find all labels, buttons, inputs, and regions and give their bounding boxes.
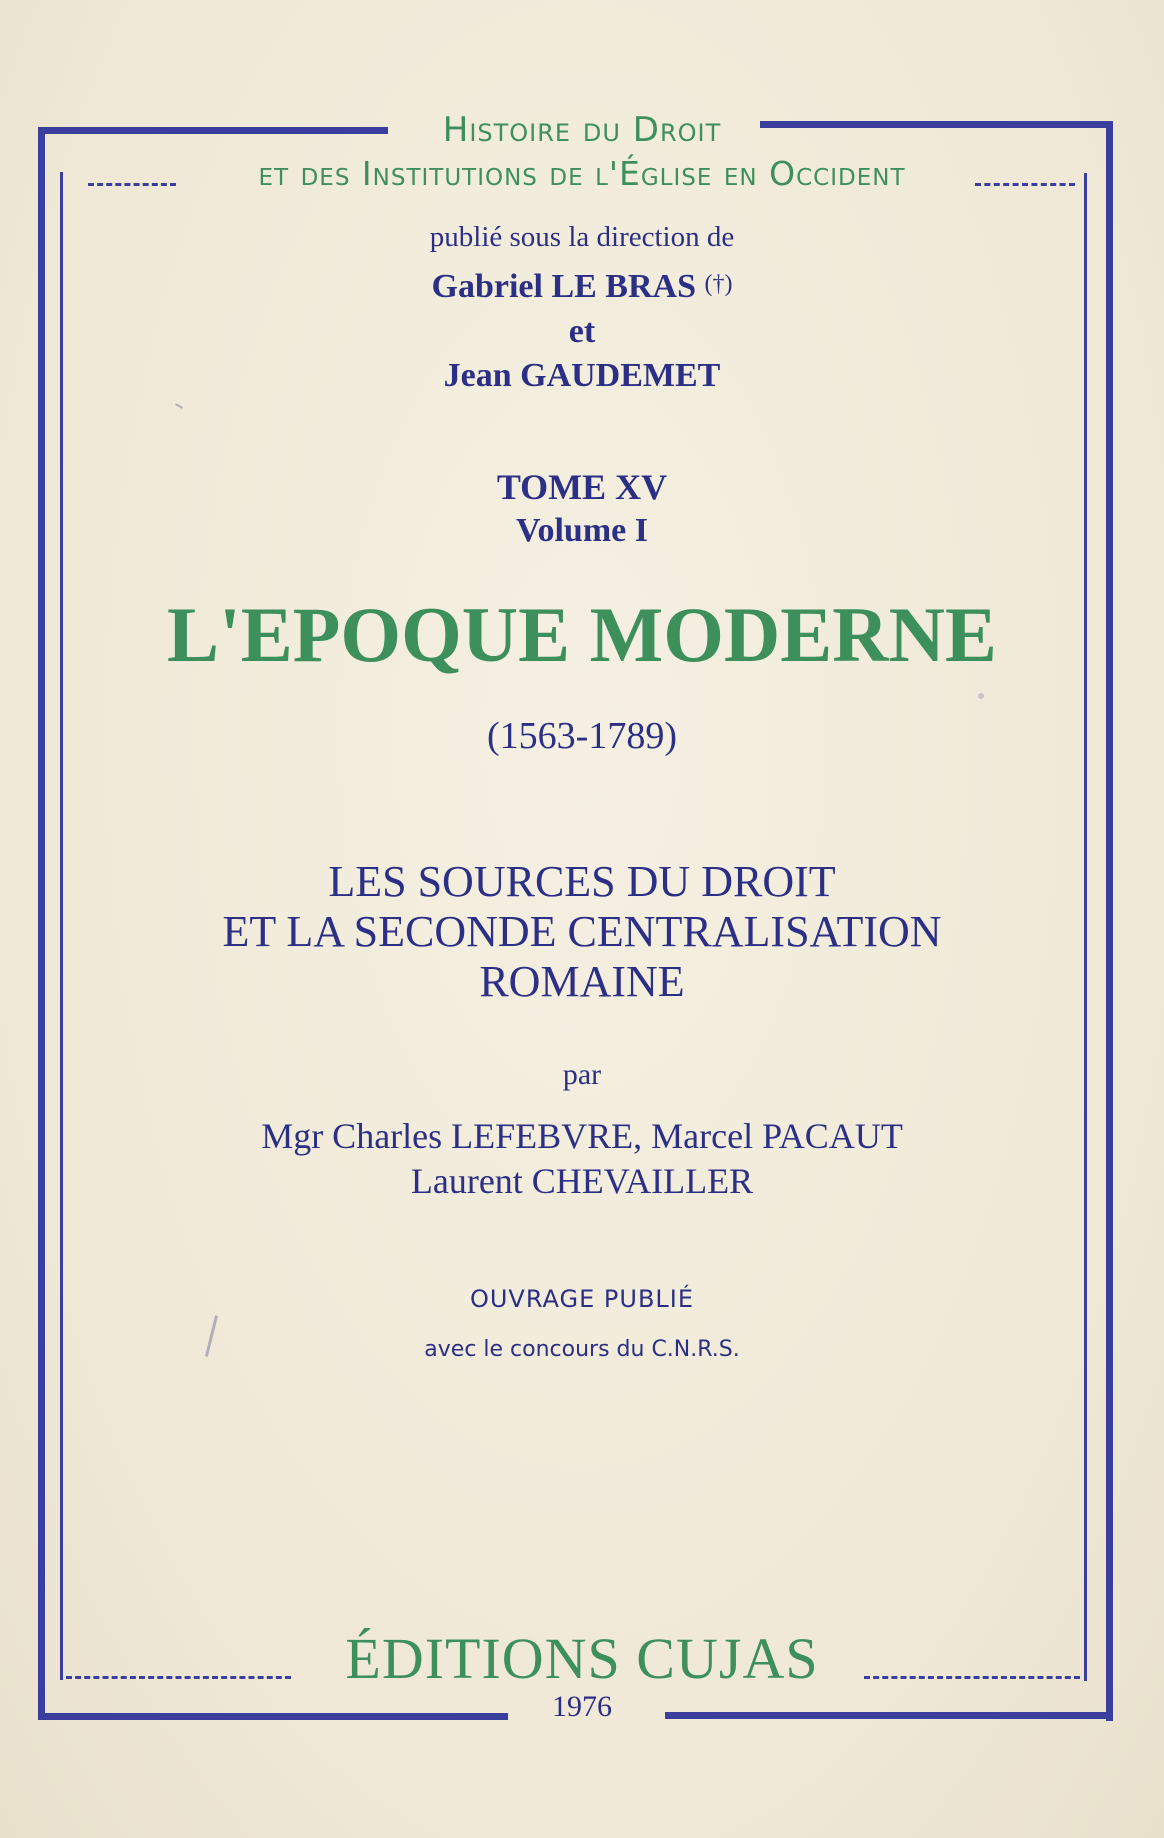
authors-line-2: Laurent CHEVAILLER [410, 1161, 754, 1201]
editor-1-deceased-mark: (†) [704, 271, 733, 297]
direction-label: publié sous la direction de [429, 221, 735, 253]
support-line-2: avec le concours du C.N.R.S. [424, 1337, 740, 1362]
support-line-1: OUVRAGE PUBLIÉ [469, 1285, 695, 1313]
authors-by-label: par [562, 1058, 602, 1091]
main-title: L'EPOQUE MODERNE [167, 591, 997, 678]
subtitle-line-3: ROMAINE [479, 957, 685, 1006]
tome-number: TOME XV [496, 467, 668, 507]
paper-spot [978, 693, 984, 699]
editor-1 [0, 268, 1164, 306]
subtitle-line-1: LES SOURCES DU DROIT [328, 857, 836, 906]
editor-1-name: Gabriel LE BRAS [431, 268, 696, 305]
series-title-line-1: Histoire du Droit [442, 110, 722, 150]
editor-2-name: Jean GAUDEMET [443, 357, 721, 394]
series-title-line-2: et des Institutions de l'Église en Occident [258, 154, 906, 193]
publication-year: 1976 [552, 1690, 612, 1723]
publisher-name: ÉDITIONS CUJAS [345, 1626, 819, 1691]
volume-number: Volume I [516, 512, 648, 549]
subtitle-line-2: ET LA SECONDE CENTRALISATION [222, 907, 942, 956]
editor-conjunction: et [568, 313, 596, 350]
title-dates: (1563-1789) [487, 715, 677, 757]
authors-line-1: Mgr Charles LEFEBVRE, Marcel PACAUT [261, 1116, 903, 1156]
